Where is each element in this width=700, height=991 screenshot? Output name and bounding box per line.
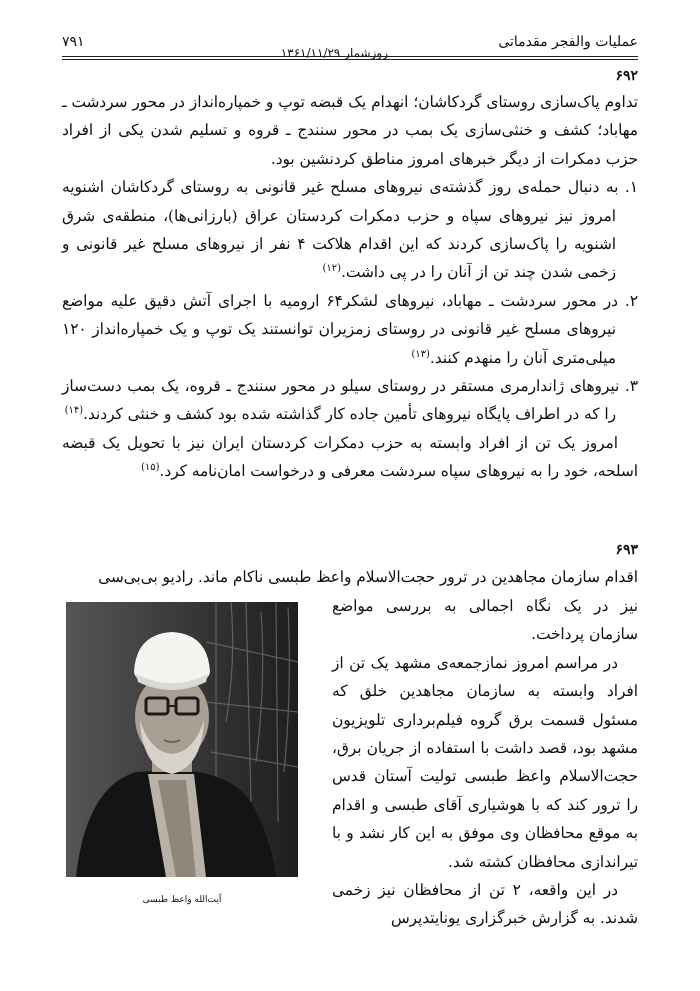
section-number: ۶۹۳ bbox=[615, 542, 638, 558]
wrap-paragraph: نیز در یک نگاه اجمالی به بررسی مواضع سازمان پرداخت. bbox=[332, 597, 638, 644]
closing-text: امروز یک تن از افراد وابسته به حزب دمکرات کردستان ایران نیز با تحویل یک قبضه اسلحه، خود را به نیروهای سپاه سردشت معرفی و درخواست امان‌نامه کرد. bbox=[62, 433, 638, 481]
lead-text: اقدام سازمان مجاهدین در ترور حجت‌الاسلام واعظ طبسی ناکام ماند. رادیو بی‌بی‌سی bbox=[98, 568, 638, 586]
footnote-marker: (۱۳) bbox=[411, 348, 430, 360]
portrait-photo bbox=[66, 602, 298, 877]
closing-paragraph bbox=[62, 429, 638, 486]
list-item bbox=[62, 173, 638, 287]
header-rule bbox=[62, 56, 638, 60]
list-item bbox=[62, 287, 638, 372]
running-header bbox=[62, 30, 638, 60]
portrait-image bbox=[66, 602, 298, 877]
footnote-marker: (۱۵) bbox=[140, 462, 160, 474]
section-body bbox=[62, 88, 638, 486]
wrap-paragraph: در این واقعه، ۲ تن از محافظان نیز زخمی شدند. به گزارش خبرگزاری یونایتدپرس bbox=[332, 881, 638, 928]
intro-paragraph: تداوم پاک‌سازی روستای گردکاشان؛ انهدام یک قبضه توپ و خمپاره‌انداز در محور سردشت ـ مهاباد؛ کشف و خنثی‌سازی یک بمب در محور سنندج ـ قروه و تسلیم شدن یکی از افراد حزب دمکرات از دیگر خبرهای امروز مناطق کردنشین بود. bbox=[62, 93, 638, 168]
list-item bbox=[62, 372, 638, 429]
lead-paragraph bbox=[62, 563, 638, 591]
list-item-text: ۱. به دنبال حمله‌ی روز گذشته‌ی نیروهای مسلح غیر قانونی به روستای گردکاشان اشنویه امروز نیز نیروهای سپاه و حزب دمکرات کردستان عراق (بارزانی‌ها)، منطقه‌ی شرق اشنویه را پاک‌سازی کردند که این اقدام هلاکت ۴ نفر از نیروهای مسلح غیر قانونی و زخمی شدن چند تن از آنان را در پی داشت. bbox=[62, 178, 638, 282]
footnote-marker: (۱۴) bbox=[64, 405, 84, 417]
footnote-marker: (۱۲) bbox=[322, 263, 342, 275]
wrap-paragraph: در مراسم امروز نمازجمعه‌ی مشهد یک تن از افراد وابسته به سازمان مجاهدین خلق که مسئول قسمت برق گروه فیلم‌برداری تلویزیون مشهد بود، قصد داشت با استفاده از جریان برق، حجت‌الاسلام واعظ طبسی تولیت آستان قدس را ترور کند که با هوشیاری آقای طبسی و اقدام به موقع محافظان وی موفق به این کار نشد و با تیراندازی محافظان کشته شد. bbox=[332, 653, 638, 871]
section-number: ۶۹۲ bbox=[615, 68, 638, 84]
list-item-text: ۳. نیروهای ژاندارمری مستقر در روستای سیلو در محور سنندج ـ قروه، یک بمب دست‌ساز را که در اطراف پایگاه نیروهای تأمین جاده کار گذاشته شده بود کشف و خنثی کردند. bbox=[62, 377, 638, 424]
header-title: عملیات والفجر مقدماتی bbox=[498, 34, 638, 50]
document-page bbox=[62, 0, 638, 991]
header-date: روزشمار ۱۳۶۱/۱۱/۲۹ bbox=[280, 46, 388, 60]
page-number: ۷۹۱ bbox=[62, 34, 85, 50]
photo-caption: آیت‌الله واعظ طبسی bbox=[142, 895, 222, 905]
wrapped-text bbox=[332, 592, 638, 933]
list-item-text: ۲. در محور سردشت ـ مهاباد، نیروهای لشکر۶۴ ارومیه با اجرای آتش دقیق علیه مواضع نیروهای مسلح غیر قانونی در روستای زمزیران توانستند یک توپ و یک خمپاره‌انداز ۱۲۰ میلی‌متری آنان را منهدم کنند. bbox=[62, 291, 638, 367]
